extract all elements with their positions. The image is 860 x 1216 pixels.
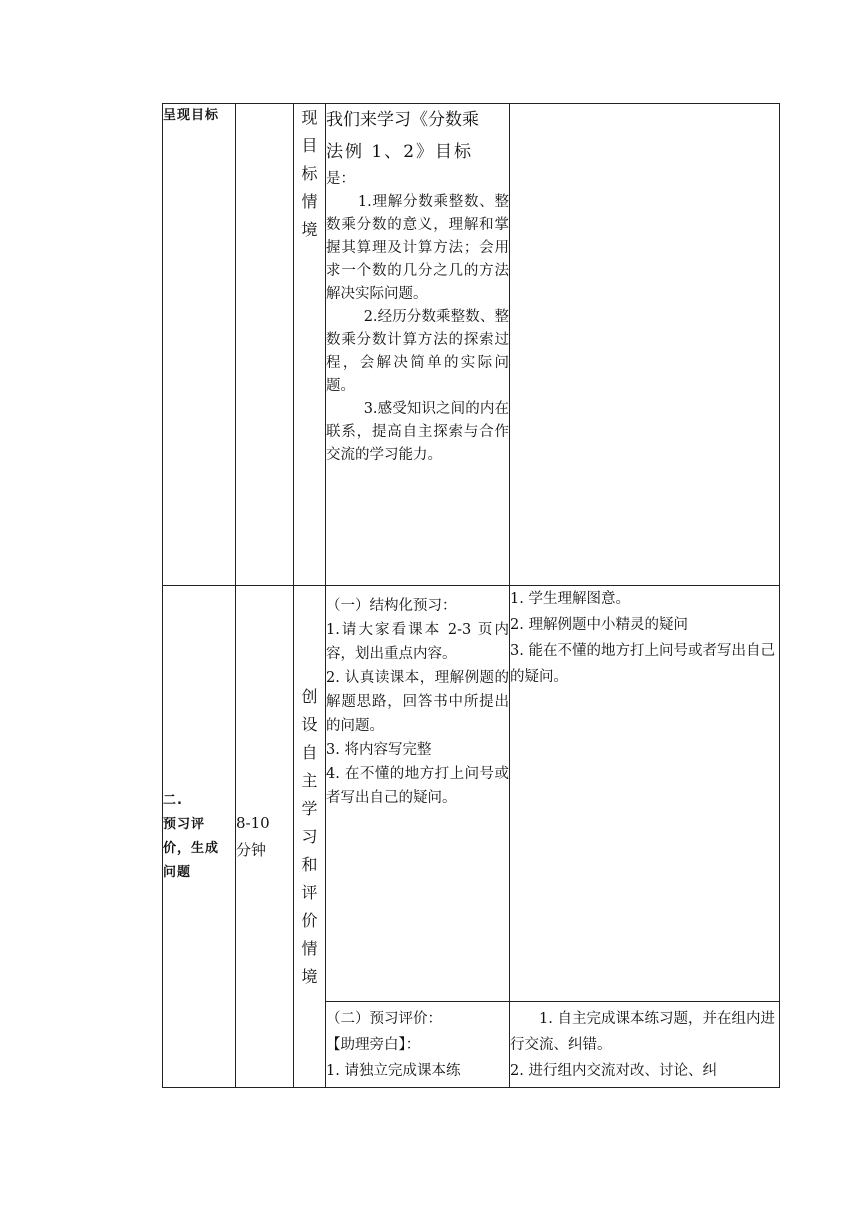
situation-char: 主 xyxy=(301,770,318,790)
student-activity-cell xyxy=(510,586,780,1002)
situation-char: 评 xyxy=(301,882,318,902)
intro-line: 法例 1、2》目标 xyxy=(326,142,474,162)
student-activity-cell xyxy=(510,1002,780,1088)
table-row xyxy=(163,586,780,1002)
stage-label: 呈现目标 xyxy=(163,108,220,123)
student-item: 2. 进行组内交流对改、讨论、纠 xyxy=(510,1063,717,1079)
table-row xyxy=(163,104,780,586)
student-item: 3. 能在不懂的地方打上问号或者写出自己的疑问。 xyxy=(510,643,775,685)
situation-char: 和 xyxy=(301,854,318,874)
student-item: 1. 自主完成课本练习题，并在组内进行交流、纠错。 xyxy=(510,1011,775,1053)
preview-item: 3. 将内容写完整 xyxy=(326,742,432,758)
situation-cell xyxy=(294,586,326,1088)
situation-char: 习 xyxy=(301,826,318,846)
situation-char: 现 xyxy=(301,108,318,127)
teacher-content-cell xyxy=(326,104,510,586)
time-cell xyxy=(236,586,294,1088)
situation-char: 境 xyxy=(301,966,318,986)
situation-char: 境 xyxy=(301,220,318,239)
situation-cell xyxy=(294,104,326,586)
stage-label: 预习评 xyxy=(163,816,206,832)
situation-char: 设 xyxy=(301,714,318,734)
situation-char: 情 xyxy=(301,192,318,211)
preview-item: 4. 在不懂的地方打上问号或者写出自己的疑问。 xyxy=(326,766,509,806)
intro-line: 我们来学习《分数乘 xyxy=(326,110,479,130)
section-heading: （一）结构化预习： xyxy=(326,598,457,614)
section-heading: （二）预习评价： xyxy=(326,1011,442,1027)
time-cell xyxy=(236,104,294,586)
time-label: 分钟 xyxy=(236,840,267,859)
stage-cell xyxy=(163,586,236,1088)
preview-item: 2. 认真读课本，理解例题的解题思路，回答书中所提出的问题。 xyxy=(326,670,509,734)
intro-line: 是： xyxy=(326,171,355,187)
preview-item: 1.请大家看课本 2-3 页内容，划出重点内容。 xyxy=(326,622,509,662)
situation-char: 目 xyxy=(301,136,318,155)
section-subheading: 【助理旁白】： xyxy=(326,1037,421,1053)
situation-char: 自 xyxy=(301,742,318,762)
situation-char: 情 xyxy=(301,938,318,958)
goal-item: 3.感受知识之间的内在联系，提高自主探索与合作交流的学习能力。 xyxy=(326,401,509,463)
situation-char: 创 xyxy=(301,686,318,706)
stage-label: 问题 xyxy=(163,864,192,880)
student-item: 2. 理解例题中小精灵的疑问 xyxy=(510,617,688,633)
student-item: 1. 学生理解图意。 xyxy=(510,591,630,607)
teacher-content-cell xyxy=(326,1002,510,1088)
lesson-plan-table xyxy=(162,103,780,1088)
situation-char: 标 xyxy=(301,164,318,183)
evaluation-item: 1. 请独立完成课本练 xyxy=(326,1063,461,1079)
stage-label: 价，生成 xyxy=(163,840,220,856)
goal-item: 2.经历分数乘整数、整数乘分数计算方法的探索过程，会解决简单的实际问题。 xyxy=(326,309,509,394)
stage-label: 二. xyxy=(163,792,183,808)
situation-char: 价 xyxy=(301,910,318,930)
situation-char: 学 xyxy=(301,798,318,818)
stage-cell xyxy=(163,104,236,586)
goal-item: 1.理解分数乘整数、整数乘分数的意义，理解和掌握其算理及计算方法；会用求一个数的几分之几的方法解决实际问题。 xyxy=(326,194,509,302)
teacher-content-cell xyxy=(326,586,510,1002)
time-label: 8-10 xyxy=(236,813,270,832)
student-activity-cell xyxy=(510,104,780,586)
